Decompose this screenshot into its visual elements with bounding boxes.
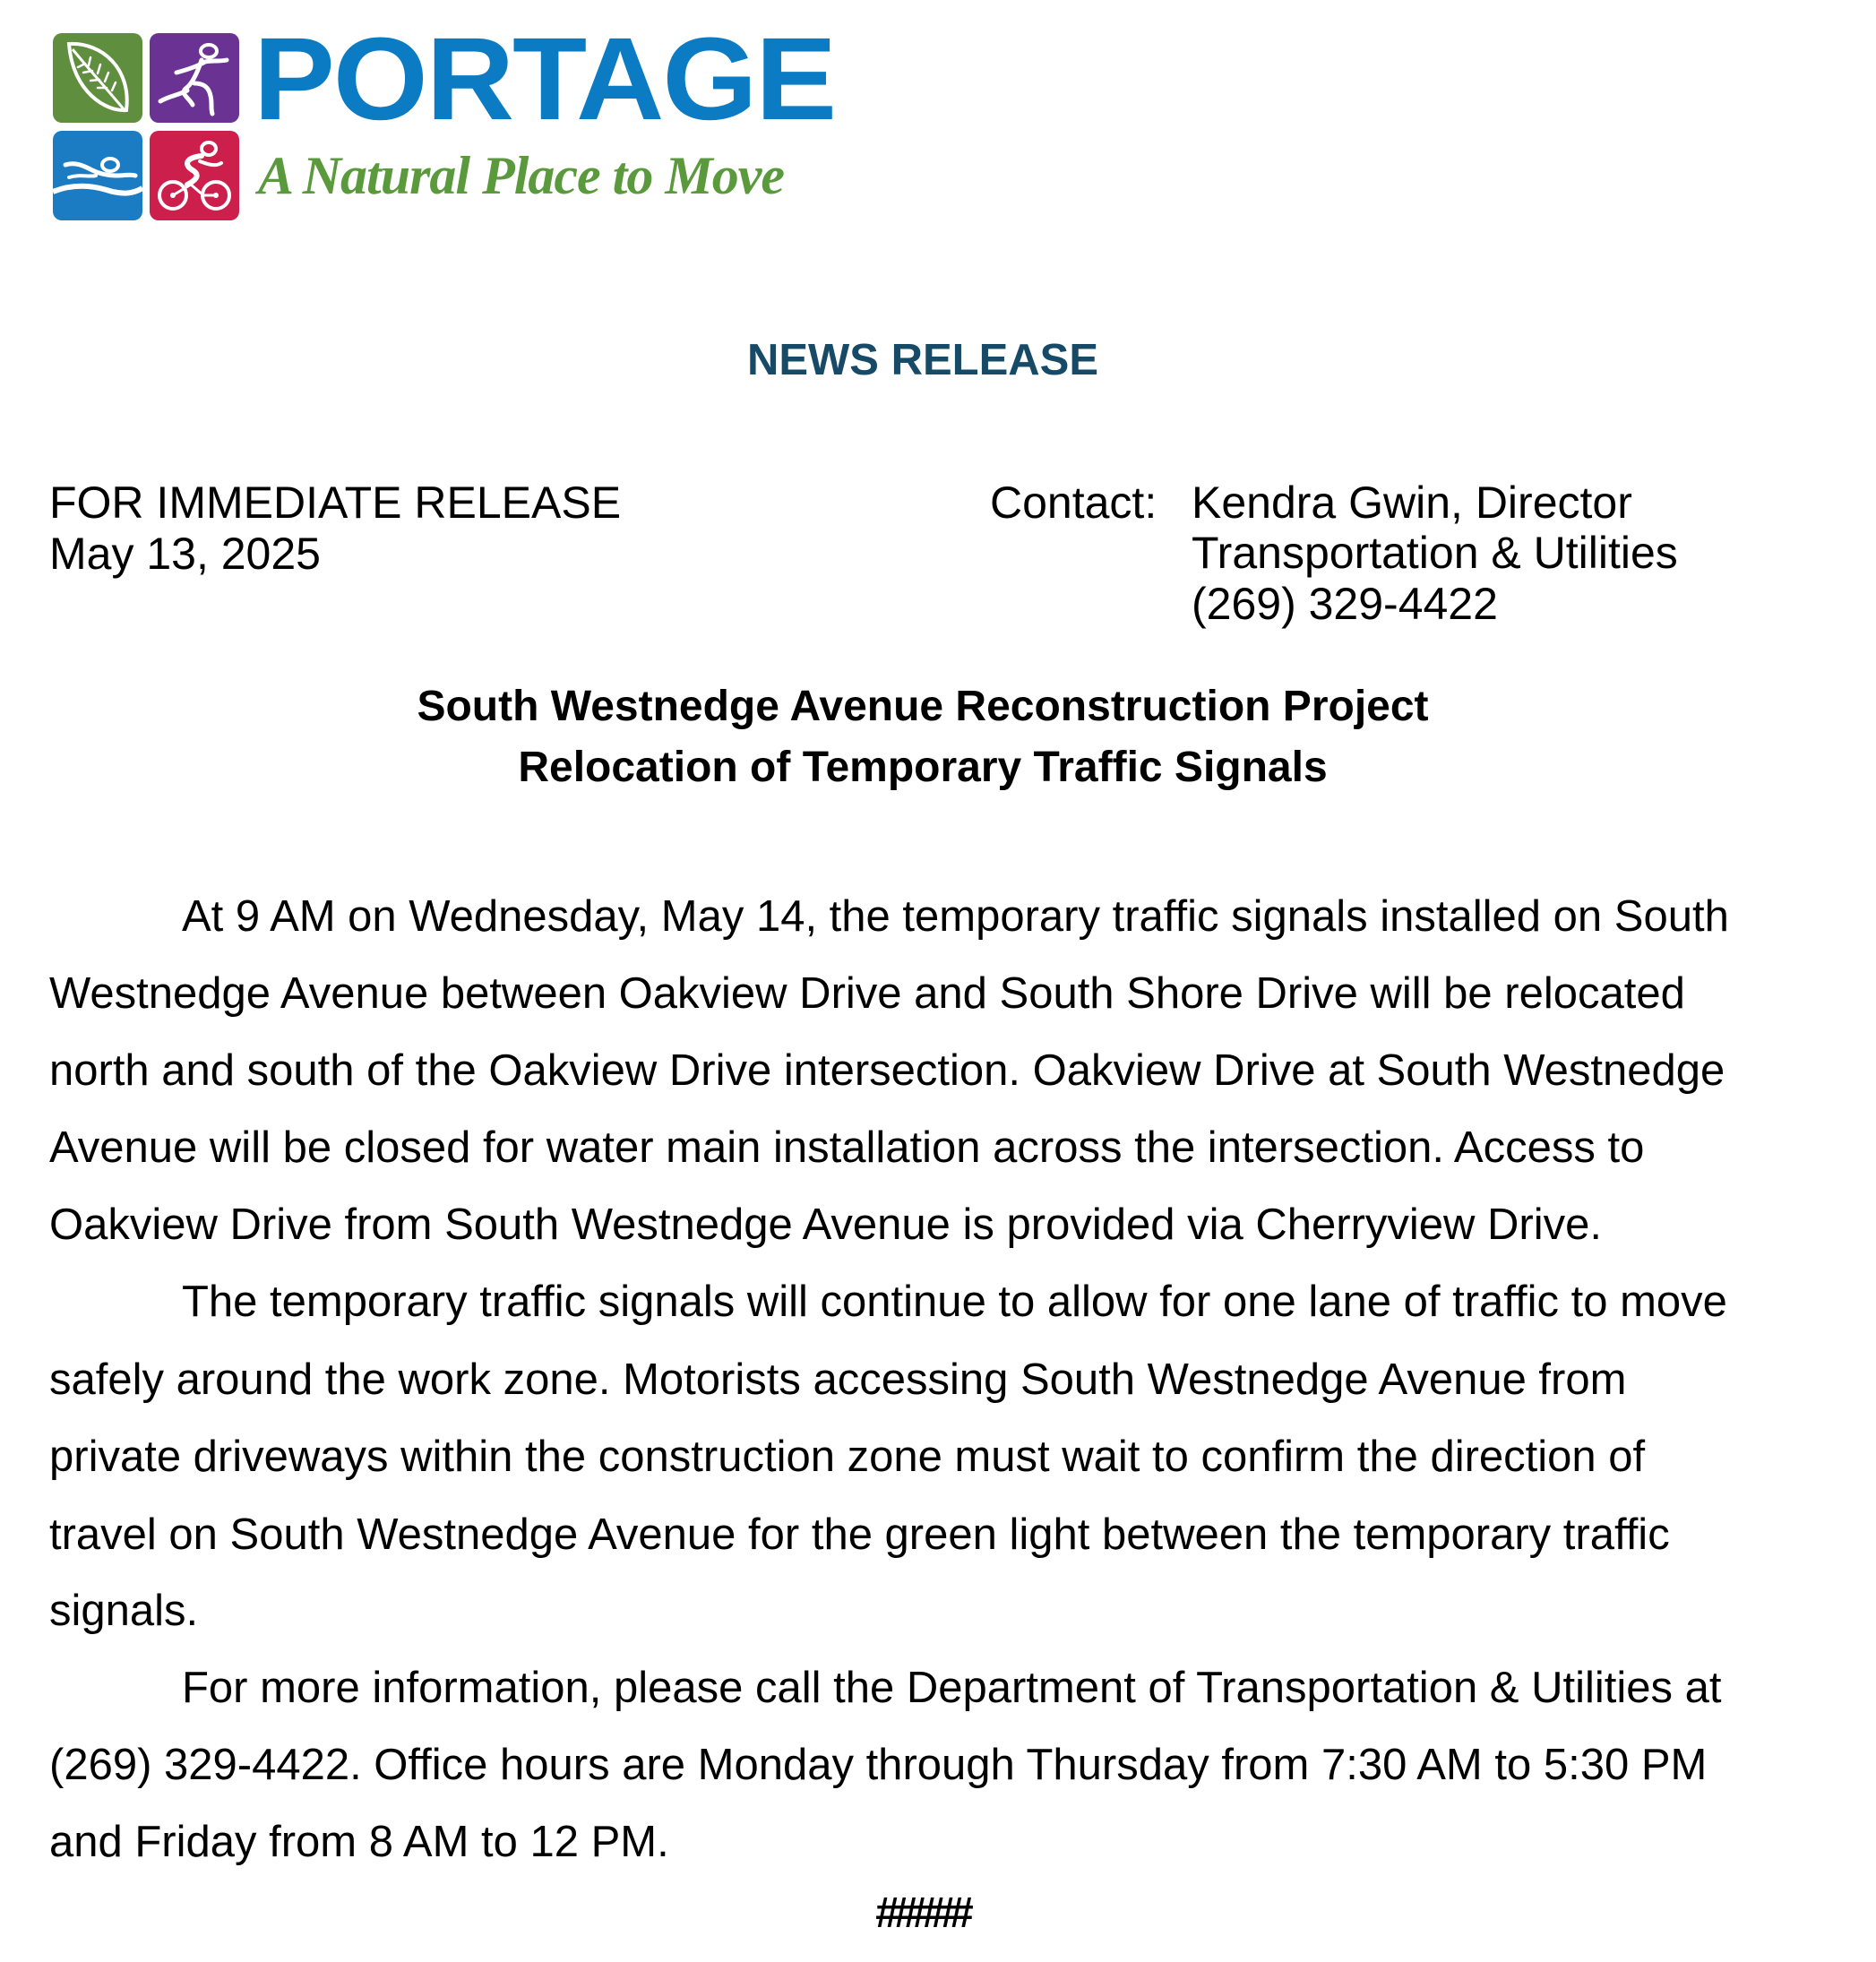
title-line-2: Relocation of Temporary Traffic Signals xyxy=(518,744,1328,791)
end-of-release-mark: ##### xyxy=(875,1889,968,1937)
release-date: May 13, 2025 xyxy=(49,529,321,579)
body-line: and Friday from 8 AM to 12 PM. xyxy=(49,1818,669,1866)
contact-phone: (269) 329-4422 xyxy=(1192,579,1498,629)
body-line: safely around the work zone. Motorists accessing South Westnedge Avenue from xyxy=(49,1355,1627,1404)
cyclist-icon xyxy=(150,131,239,220)
body-line: travel on South Westnedge Avenue for the green light between the temporary traffic xyxy=(49,1510,1670,1559)
release-status: FOR IMMEDIATE RELEASE xyxy=(49,478,622,528)
body-line: (269) 329-4422. Office hours are Monday through Thursday from 7:30 AM to 5:30 PM xyxy=(49,1741,1708,1789)
portage-wordmark: PORTAGE xyxy=(254,13,836,144)
contact-department: Transportation & Utilities xyxy=(1192,528,1678,578)
news-release-heading: NEWS RELEASE xyxy=(746,336,1099,384)
body-line: Avenue will be closed for water main installation across the intersection. Access to xyxy=(49,1123,1645,1172)
body-line: north and south of the Oakview Drive intersection. Oakview Drive at South Westnedge xyxy=(49,1046,1725,1095)
body-line: At 9 AM on Wednesday, May 14, the temporary traffic signals installed on South xyxy=(182,892,1729,941)
leaf-icon xyxy=(53,33,142,123)
body-line: The temporary traffic signals will continue to allow for one lane of traffic to move xyxy=(182,1278,1727,1326)
title-line-1: South Westnedge Avenue Reconstruction Project xyxy=(417,683,1429,730)
body-line: private driveways within the construction zone must wait to confirm the direction of xyxy=(49,1433,1646,1481)
portage-tagline: A Natural Place to Move xyxy=(258,146,784,205)
swimmer-icon xyxy=(53,131,142,220)
contact-label: Contact: xyxy=(990,478,1157,528)
body-line: For more information, please call the Department of Transportation & Utilities at xyxy=(182,1664,1722,1712)
body-line: Westnedge Avenue between Oakview Drive and South Shore Drive will be relocated xyxy=(49,969,1685,1018)
runner-icon xyxy=(150,33,239,123)
portage-logo xyxy=(0,0,860,233)
body-line: signals. xyxy=(49,1587,199,1635)
body-line: Oakview Drive from South Westnedge Avenue is provided via Cherryview Drive. xyxy=(49,1200,1602,1249)
contact-name: Kendra Gwin, Director xyxy=(1192,478,1632,528)
